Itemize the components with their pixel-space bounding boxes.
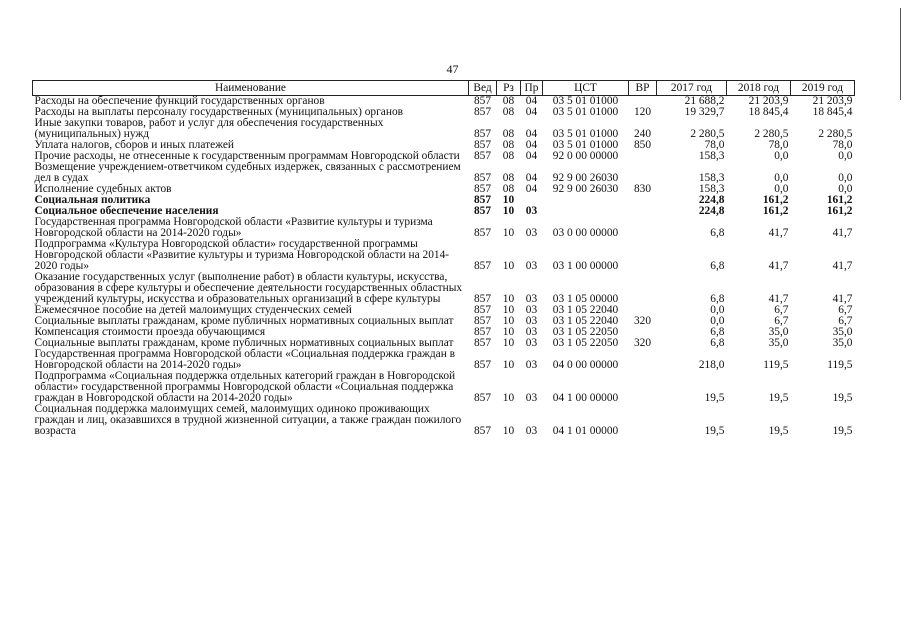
- cell-2019: 0,0: [838, 183, 853, 195]
- cell-2017: 6,8: [710, 326, 725, 338]
- cell-2017: 158,3: [698, 183, 725, 195]
- cell-name: Исполнение судебных актов: [34, 183, 172, 195]
- cell-name: Иные закупки товаров, работ и услуг для обеспечения государственных (муниципальных) нужд: [34, 117, 384, 140]
- cell-cst: 03 5 01 01000: [552, 128, 619, 140]
- cell-2017: 6,8: [710, 227, 725, 239]
- cell-vr: [629, 272, 657, 305]
- page-edge-rule: [900, 8, 901, 100]
- cell-rz: 10: [502, 205, 515, 217]
- cell-ved: 857: [473, 260, 492, 272]
- cell-ved: 857: [473, 337, 492, 349]
- cell-rz: 10: [502, 392, 515, 404]
- cell-2018: 0,0: [774, 172, 789, 184]
- cell-ved: 857: [473, 194, 492, 206]
- cell-vr: 240: [633, 128, 652, 140]
- cell-ved: 857: [473, 392, 492, 404]
- cell-rz: 10: [502, 227, 515, 239]
- cell-ved: 857: [473, 293, 492, 305]
- cell-2019: 0,0: [838, 172, 853, 184]
- cell-name: Расходы на обеспечение функций государственных органов: [34, 95, 325, 107]
- cell-vr: [629, 195, 657, 206]
- cell-rz: 10: [502, 304, 515, 316]
- cell-rz: 10: [502, 315, 515, 327]
- cell-cst: 03 1 05 22050: [552, 326, 619, 338]
- cell-2019: 41,7: [832, 293, 853, 305]
- cell-2017: 224,8: [698, 205, 725, 217]
- cell-ved: 857: [473, 172, 492, 184]
- cell-name: Возмещение учреждением-ответчиком судебных издержек, связанных с рассмотрением дел в судах: [34, 161, 461, 184]
- header-ved: Вед: [469, 81, 497, 96]
- cell-2017: 6,8: [710, 260, 725, 272]
- cell-2017: 0,0: [710, 315, 725, 327]
- cell-rz: 08: [502, 139, 515, 151]
- cell-pr: 04: [525, 172, 538, 184]
- cell-cst: [543, 206, 629, 217]
- cell-2019: 41,7: [832, 260, 853, 272]
- cell-2018: 35,0: [768, 337, 789, 349]
- cell-rz: 08: [502, 150, 515, 162]
- cell-vr: [629, 162, 657, 184]
- cell-ved: 857: [473, 326, 492, 338]
- cell-vr: 830: [633, 183, 652, 195]
- cell-vr: [629, 217, 657, 239]
- cell-name: Уплата налогов, сборов и иных платежей: [34, 139, 234, 151]
- cell-vr: [629, 404, 657, 437]
- cell-pr: 03: [525, 326, 538, 338]
- cell-ved: 857: [473, 183, 492, 195]
- cell-2019: 2 280,5: [818, 128, 853, 140]
- header-vr: ВР: [629, 81, 657, 96]
- cell-ved: 857: [473, 304, 492, 316]
- cell-vr: [629, 349, 657, 371]
- cell-2019: 6,7: [838, 304, 853, 316]
- cell-2018: 161,2: [762, 194, 789, 206]
- cell-ved: 857: [473, 227, 492, 239]
- header-2017: 2017 год: [657, 81, 727, 96]
- cell-rz: 10: [502, 326, 515, 338]
- cell-cst: 04 1 01 00000: [552, 425, 619, 437]
- header-pr: Пр: [521, 81, 543, 96]
- header-cst: ЦСТ: [543, 81, 629, 96]
- cell-name: Подпрограмма «Социальная поддержка отдельных категорий граждан в Новгородской области» государственной программы Новгородской области «Социальная поддержка граждан в Новгородской области на 2014-2020 годы»: [34, 370, 456, 404]
- cell-pr: 03: [525, 227, 538, 239]
- cell-cst: 04 0 00 00000: [552, 359, 619, 371]
- cell-ved: 857: [473, 128, 492, 140]
- cell-2019: 18 845,4: [812, 106, 853, 118]
- table-row: [33, 349, 855, 371]
- cell-pr: 04: [525, 106, 538, 118]
- cell-cst: 03 1 05 22050: [552, 337, 619, 349]
- cell-cst: [543, 195, 629, 206]
- cell-rz: 08: [502, 95, 515, 107]
- cell-ved: 857: [473, 315, 492, 327]
- cell-name: Государственная программа Новгородской области «Социальная поддержка граждан в Новгородской области на 2014-2020 годы»: [34, 348, 456, 371]
- cell-2018: 19,5: [768, 425, 789, 437]
- header-rz: Рз: [497, 81, 521, 96]
- cell-2018: 41,7: [768, 293, 789, 305]
- cell-2019: 161,2: [826, 205, 853, 217]
- cell-2017: 6,8: [710, 337, 725, 349]
- cell-pr: 04: [525, 128, 538, 140]
- cell-2019: 41,7: [832, 227, 853, 239]
- cell-2019: 21 203,9: [812, 95, 853, 107]
- cell-2019: 0,0: [838, 150, 853, 162]
- cell-2019: 161,2: [826, 194, 853, 206]
- cell-rz: 10: [502, 425, 515, 437]
- cell-vr: [629, 371, 657, 404]
- table-header-row: [33, 81, 855, 96]
- table-row: [33, 371, 855, 404]
- cell-name: Расходы на выплаты персоналу государственных (муниципальных) органов: [34, 106, 404, 118]
- cell-rz: 08: [502, 128, 515, 140]
- cell-2017: 0,0: [710, 304, 725, 316]
- cell-ved: 857: [473, 139, 492, 151]
- cell-pr: 04: [525, 95, 538, 107]
- cell-2018: 2 280,5: [754, 128, 789, 140]
- cell-2018: 21 203,9: [748, 95, 789, 107]
- cell-2017: 224,8: [698, 194, 725, 206]
- cell-pr: 04: [525, 150, 538, 162]
- cell-rz: 10: [502, 337, 515, 349]
- cell-cst: 92 0 00 00000: [552, 150, 619, 162]
- cell-pr: 03: [525, 425, 538, 437]
- cell-name: Ежемесячное пособие на детей малоимущих студенческих семей: [34, 304, 352, 316]
- cell-vr: 320: [633, 337, 652, 349]
- cell-cst: 03 1 05 00000: [552, 293, 619, 305]
- cell-rz: 10: [502, 194, 515, 206]
- cell-pr: 03: [525, 315, 538, 327]
- header-2019: 2019 год: [791, 81, 855, 96]
- cell-cst: 03 1 05 22040: [552, 315, 619, 327]
- cell-rz: 10: [502, 260, 515, 272]
- cell-pr: 04: [525, 139, 538, 151]
- cell-2017: 2 280,5: [690, 128, 725, 140]
- table-row: [33, 217, 855, 239]
- cell-cst: 03 5 01 01000: [552, 95, 619, 107]
- cell-2019: 119,5: [827, 359, 853, 371]
- cell-2019: 19,5: [832, 392, 853, 404]
- cell-2019: 6,7: [838, 315, 853, 327]
- cell-name: Социальная поддержка малоимущих семей, малоимущих одиноко проживающих граждан и лиц, оказавшихся в трудной жизненной ситуации, а также граждан пожилого возраста: [34, 403, 462, 437]
- table-row: [33, 162, 855, 184]
- cell-2017: 78,0: [704, 139, 725, 151]
- cell-name: Социальная политика: [34, 194, 151, 206]
- cell-2018: 0,0: [774, 150, 789, 162]
- cell-vr: 120: [633, 106, 652, 118]
- cell-2018: 41,7: [768, 227, 789, 239]
- cell-pr: 03: [525, 260, 538, 272]
- cell-2017: 19 329,7: [684, 106, 725, 118]
- cell-2017: 218,0: [698, 359, 725, 371]
- cell-name: Компенсация стоимости проезда обучающимся: [34, 326, 266, 338]
- cell-pr: 03: [525, 359, 538, 371]
- cell-pr: 04: [525, 183, 538, 195]
- cell-cst: 92 9 00 26030: [552, 172, 619, 184]
- page-number: 47: [446, 62, 459, 76]
- cell-name: Социальные выплаты гражданам, кроме публичных нормативных социальных выплат: [34, 315, 454, 327]
- cell-vr: [629, 151, 657, 162]
- cell-cst: 03 1 00 00000: [552, 260, 619, 272]
- cell-cst: 92 9 00 26030: [552, 183, 619, 195]
- cell-pr: 03: [525, 392, 538, 404]
- cell-cst: 04 1 00 00000: [552, 392, 619, 404]
- cell-name: Подпрограмма «Культура Новгородской области» государственной программы Новгородской области «Развитие культуры и туризма Новгородской области на 2014-2020 годы»: [34, 238, 450, 272]
- cell-ved: 857: [473, 425, 492, 437]
- cell-2018: 0,0: [774, 183, 789, 195]
- cell-pr: 03: [525, 293, 538, 305]
- cell-name: Прочие расходы, не отнесенные к государственным программам Новгородской области: [34, 150, 460, 162]
- cell-rz: 08: [502, 172, 515, 184]
- cell-vr: 850: [633, 139, 652, 151]
- cell-ved: 857: [473, 150, 492, 162]
- cell-vr: [629, 239, 657, 272]
- cell-2018: 119,5: [763, 359, 789, 371]
- cell-cst: 03 1 05 22040: [552, 304, 619, 316]
- table-row: [33, 404, 855, 437]
- header-name: Наименование: [33, 81, 469, 96]
- cell-2017: 158,3: [698, 172, 725, 184]
- cell-2019: 78,0: [832, 139, 853, 151]
- cell-rz: 08: [502, 106, 515, 118]
- table-body: [33, 96, 855, 438]
- cell-2018: 41,7: [768, 260, 789, 272]
- table-row: [33, 272, 855, 305]
- cell-name: Социальное обеспечение населения: [34, 205, 219, 217]
- cell-2017: 19,5: [704, 425, 725, 437]
- cell-2019: 35,0: [832, 337, 853, 349]
- cell-rz: 10: [502, 359, 515, 371]
- cell-name: Социальные выплаты гражданам, кроме публичных нормативных социальных выплат: [34, 337, 454, 349]
- cell-vr: [629, 206, 657, 217]
- cell-2018: 6,7: [774, 315, 789, 327]
- cell-pr: 03: [525, 304, 538, 316]
- cell-2017: 19,5: [704, 392, 725, 404]
- cell-rz: 08: [502, 183, 515, 195]
- budget-table: [32, 80, 855, 437]
- cell-ved: 857: [473, 95, 492, 107]
- cell-rz: 10: [502, 293, 515, 305]
- table-row: [33, 118, 855, 140]
- cell-cst: 03 5 01 01000: [552, 106, 619, 118]
- cell-2018: 161,2: [762, 205, 789, 217]
- cell-2018: 6,7: [774, 304, 789, 316]
- cell-ved: 857: [473, 106, 492, 118]
- table-row: [33, 184, 855, 195]
- cell-2017: 6,8: [710, 293, 725, 305]
- cell-2017: 21 688,2: [684, 95, 725, 107]
- cell-pr: 03: [525, 205, 538, 217]
- cell-2018: 18 845,4: [748, 106, 789, 118]
- cell-name: Государственная программа Новгородской области «Развитие культуры и туризма Новгородской области на 2014-2020 годы»: [34, 216, 433, 239]
- cell-vr: 320: [633, 315, 652, 327]
- cell-cst: 03 0 00 00000: [552, 227, 619, 239]
- cell-pr: 03: [525, 337, 538, 349]
- cell-2019: 35,0: [832, 326, 853, 338]
- cell-ved: 857: [473, 359, 492, 371]
- cell-name: Оказание государственных услуг (выполнение работ) в области культуры, искусства, образования в сфере культуры и обеспечение деятельности государственных областных учреждений культуры, искусства и образовательных организаций в сфере культуры: [34, 271, 463, 305]
- cell-2018: 35,0: [768, 326, 789, 338]
- cell-ved: 857: [473, 205, 492, 217]
- table-row: [33, 239, 855, 272]
- cell-2018: 19,5: [768, 392, 789, 404]
- cell-cst: 03 5 01 01000: [552, 139, 619, 151]
- header-2018: 2018 год: [727, 81, 791, 96]
- cell-2018: 78,0: [768, 139, 789, 151]
- cell-2019: 19,5: [832, 425, 853, 437]
- cell-2017: 158,3: [698, 150, 725, 162]
